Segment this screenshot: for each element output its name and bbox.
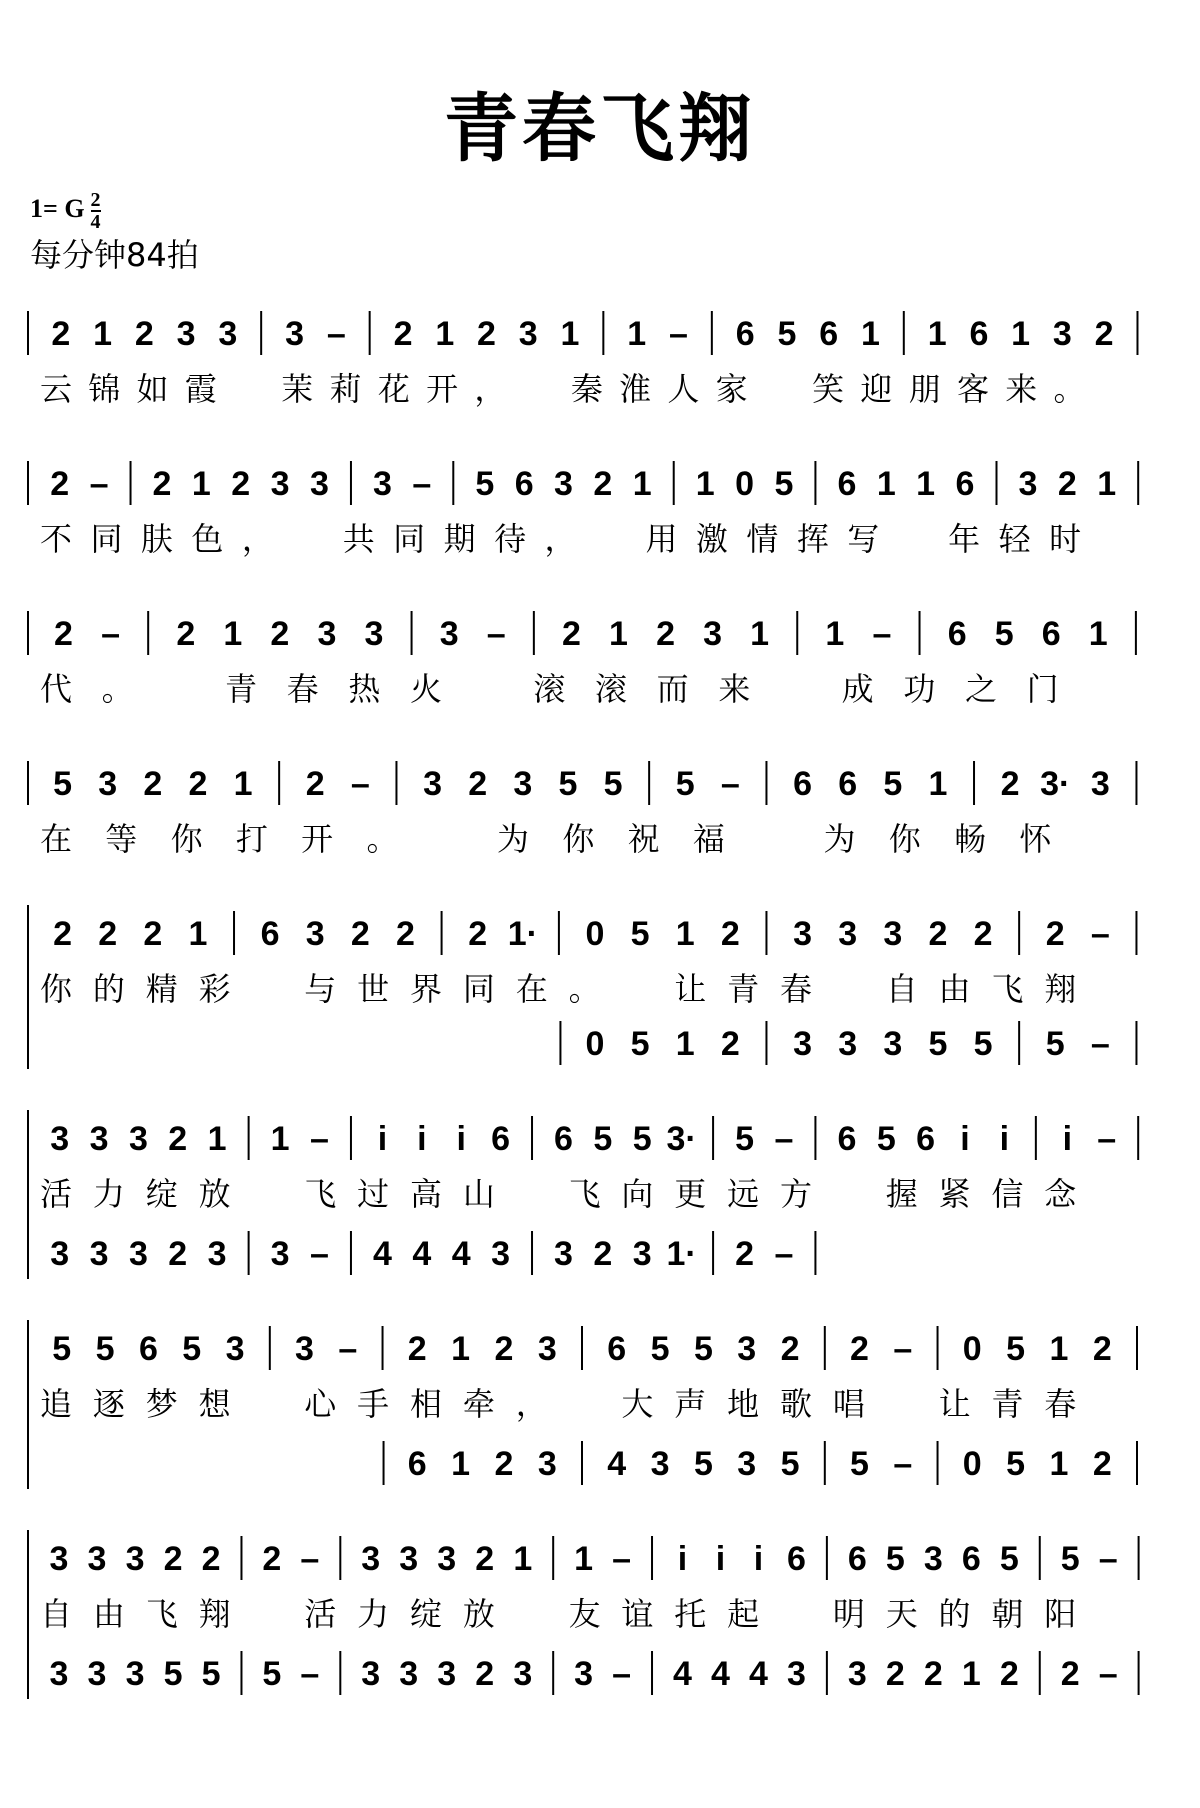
system-4-melody-note: 3 [1090,765,1110,803]
system-5-harmony-note: 3 [838,1025,858,1063]
system-6-melody-note: i [1062,1120,1073,1158]
system-8-harmony-note: 1 [961,1655,981,1693]
system-1-lyric: 云锦如霞 [40,370,234,408]
system-6-harmony-note: 2 [735,1235,755,1273]
system-5-melody-note: 2 [396,915,415,953]
system-8-harmony-note: 2 [885,1655,905,1693]
system-8-melody-note: 6 [961,1540,981,1578]
system-8-melody-note: 2 [201,1540,221,1578]
system-8-harmony-note: – [612,1655,632,1693]
system-2-melody-note: 1 [876,465,896,503]
system-7-melody-note: 3 [737,1330,757,1368]
system-5-melody-note: 2 [973,915,993,953]
system-5-lyric: 让青春 [674,970,833,1008]
system-7-melody-note: 3 [225,1330,245,1368]
system-3-lyric: 滚滚而来 [533,670,781,708]
system-7-melody-note: 0 [962,1330,982,1368]
system-8-melody-note: – [300,1540,320,1578]
system-6-melody-note: i [960,1120,970,1158]
system-6-harmony-note: 3 [50,1235,70,1273]
system-2-melody-note: 5 [475,465,495,503]
system-8-melody-note: 5 [999,1540,1019,1578]
system-2-melody-note: 3 [554,465,573,503]
system-5-melody-note: 6 [260,915,280,953]
system-8-melody-note: 1 [513,1540,533,1578]
system-4-melody-note: 5 [558,765,578,803]
system-7-harmony-note: 5 [693,1445,713,1483]
system-8-lyric: 友谊托起 [568,1595,781,1633]
system-6-harmony-note: 2 [168,1235,188,1273]
system-7-melody-note: 2 [1092,1330,1112,1368]
system-4-melody-note: 2 [468,765,488,803]
system-8-melody-note: i [715,1540,726,1578]
system-2-melody-note: 3 [1018,465,1038,503]
system-5-melody-note: 0 [585,915,605,953]
system-6-lyric: 握紧信念 [885,1175,1098,1213]
system-8-melody-note: 3 [361,1540,381,1578]
system-6-lyric: 飞向更远方 [568,1175,833,1213]
system-6-melody-note: – [774,1120,794,1158]
system-3-lyric: 成功之门 [841,670,1089,708]
system-6-melody-note: 2 [168,1120,188,1158]
system-6-melody-note: 3 [128,1120,148,1158]
system-8-harmony-note: 3 [437,1655,457,1693]
system-2-melody-note: 2 [1057,465,1077,503]
system-6-harmony-note: 2 [593,1235,613,1273]
system-2-melody-note: 1 [695,465,715,503]
system-1-melody-note: 2 [51,315,71,353]
system-8-harmony-note: 5 [201,1655,221,1693]
system-8-harmony-note: 5 [262,1655,282,1693]
system-5-lyric: 自由飞翔 [885,970,1098,1008]
system-2-melody-note: 1 [191,465,211,503]
system-8-harmony-note: 3 [574,1655,594,1693]
system-3-melody-note: 5 [994,615,1014,653]
system-6-melody-note: 3 [89,1120,109,1158]
system-3-melody-note: – [486,615,506,653]
system-5-lyric: 你的精彩 [40,970,252,1008]
system-7-melody-note: 2 [407,1330,427,1368]
system-3-melody-note: 1 [750,615,770,653]
system-3-melody-note: 2 [176,615,196,653]
system-1-melody-note: 2 [134,315,154,353]
system-7-melody-note: 1 [451,1330,471,1368]
system-4-melody-note: 3 [513,765,533,803]
system-6-harmony-note: – [774,1235,794,1273]
system-8-harmony-note: 3 [399,1655,419,1693]
system-4-melody-note: 5 [53,765,73,803]
system-8-harmony-note: 3 [361,1655,381,1693]
system-6-melody-note: 5 [593,1120,613,1158]
system-2-lyric: 年轻时 [948,520,1100,558]
system-1-melody-note: 1 [435,315,455,353]
system-2-melody-note: 2 [152,465,172,503]
system-8-melody-note: 2 [262,1540,282,1578]
system-7-lyric: 追逐梦想 [40,1385,252,1423]
system-3-melody-note: – [101,615,121,653]
system-4-melody-note: 6 [838,765,858,803]
system-8-lyric: 明天的朝阳 [832,1595,1098,1633]
system-6-melody-note: i [377,1120,388,1158]
system-8-melody-note: 3 [87,1540,107,1578]
system-5-melody-note: 2 [98,915,118,953]
system-7-melody-note: 2 [780,1330,800,1368]
system-7-lyric: 心手相牵， [304,1385,569,1423]
system-8-melody-note: 2 [163,1540,183,1578]
system-7-melody-note: 6 [138,1330,158,1368]
system-2-melody-note: 5 [774,465,794,503]
system-2-melody-note: 1 [1097,465,1117,503]
system-4-lyric: 为你畅怀 [823,820,1085,858]
system-7-harmony-note: 3 [537,1445,557,1483]
system-2-lyric: 不同肤色， [40,520,293,558]
system-2-melody-note: 3 [270,465,290,503]
system-7-melody-note: – [893,1330,913,1368]
system-5-melody-note: 5 [630,915,650,953]
system-6-melody-note: 6 [554,1120,573,1158]
system-1-melody-note: 5 [777,315,797,353]
system-6-melody-note: i [456,1120,466,1158]
system-6-melody-note: 3 [50,1120,70,1158]
system-3-melody-note: 3 [703,615,723,653]
system-7-melody-note: 3 [295,1330,314,1368]
system-3-melody-note: 2 [54,615,73,653]
system-1-lyric: 秦淮人家 [570,370,764,408]
system-3-melody-note: 6 [947,615,967,653]
system-7-melody-note: 5 [650,1330,670,1368]
system-4-lyric: 在等你打开。 [40,820,432,858]
system-7-melody-note: 1 [1049,1330,1069,1368]
time-signature-top: 2 [90,189,101,211]
system-1-melody-note: 2 [393,315,413,353]
system-3-melody-note: 3 [364,615,384,653]
system-3-lyric: 代。 [40,670,164,708]
system-4-melody-note: 2 [143,765,163,803]
system-7-harmony-note: 2 [494,1445,514,1483]
system-5-melody-note: 2 [928,915,948,953]
system-5-harmony-note: 5 [973,1025,993,1063]
system-5-melody-note: 1 [675,915,695,953]
system-6-harmony-note: 3 [554,1235,573,1273]
system-5-harmony-note: 5 [1045,1025,1065,1063]
system-1-melody-note: 3 [176,315,196,353]
system-5-harmony-note: 0 [585,1025,605,1063]
system-6-melody-note: 3· [666,1120,697,1158]
system-7-lyric: 大声地歌唱 [621,1385,886,1423]
system-5-melody-note: 2 [53,915,73,953]
system-7-melody-note: 5 [1006,1330,1026,1368]
system-2-melody-note: 2 [231,465,251,503]
system-5-harmony-note: – [1090,1025,1110,1063]
system-6-harmony-note: 3 [632,1235,652,1273]
time-signature-bottom: 4 [90,211,101,233]
system-6-melody-note: 5 [735,1120,755,1158]
system-8-melody-note: 3 [125,1540,145,1578]
system-6-harmony-note: 4 [412,1235,432,1273]
system-5-melody-note: 3 [305,915,325,953]
system-7-melody-note: – [338,1330,358,1368]
system-8-harmony-note: – [300,1655,320,1693]
system-8-melody-note: 3 [437,1540,457,1578]
system-6-harmony-note: 3 [128,1235,148,1273]
system-7-melody-note: 5 [693,1330,713,1368]
system-5-harmony-note: 5 [630,1025,650,1063]
system-1-melody-note: – [668,315,688,353]
system-7-harmony-note: 4 [607,1445,627,1483]
system-6-melody-note: 5 [632,1120,652,1158]
system-2-lyric: 用激情挥写 [645,520,898,558]
system-4-melody-note: 3· [1040,765,1071,803]
system-8-harmony-note: 2 [1060,1655,1080,1693]
system-2-melody-note: 6 [514,465,534,503]
system-6-harmony-note: 1· [666,1235,697,1273]
system-3-melody-note: – [872,615,892,653]
system-5-melody-note: 2 [143,915,163,953]
system-2-melody-note: – [89,465,109,503]
system-8-lyric: 活力绽放 [304,1595,516,1633]
system-2-melody-note: 1 [632,465,652,503]
system-2-melody-note: 1 [916,465,936,503]
system-6-harmony-note: 3 [89,1235,109,1273]
system-6-harmony-note: – [310,1235,329,1273]
system-6-lyric: 飞过高山 [304,1175,516,1213]
system-6-melody-note: 1 [270,1120,290,1158]
system-4-melody-note: 5 [883,765,903,803]
system-5-melody-note: 2 [1045,915,1065,953]
system-4-melody-note: 2 [188,765,208,803]
system-5-melody-note: 1 [188,915,208,953]
system-5-harmony-note: 2 [720,1025,740,1063]
system-3-melody-note: 3 [317,615,337,653]
system-1-melody-note: 6 [735,315,755,353]
system-7-harmony-note: 5 [850,1445,869,1483]
system-7-melody-note: 5 [182,1330,202,1368]
system-1-melody-note: – [326,315,346,353]
system-8-lyric: 自由飞翔 [40,1595,252,1633]
system-1-melody-note: 3 [518,315,538,353]
system-4-melody-note: 1 [928,765,948,803]
system-1-lyric: 笑迎朋客来。 [812,370,1102,408]
system-6-melody-note: 6 [837,1120,857,1158]
system-7-harmony-note: 2 [1092,1445,1112,1483]
system-7-harmony-note: 5 [1006,1445,1026,1483]
system-6-melody-note: – [310,1120,329,1158]
system-1-melody-note: 3 [218,315,238,353]
system-8-melody-note: 3 [399,1540,419,1578]
system-1-lyric: 茉莉花开， [281,370,523,408]
system-8-melody-note: – [612,1540,632,1578]
system-3-melody-note: 2 [656,615,676,653]
system-5-melody-note: 3 [793,915,813,953]
system-3-melody-note: 1 [825,615,845,653]
system-8-harmony-note: 5 [163,1655,183,1693]
system-8-melody-note: 6 [847,1540,867,1578]
system-7-melody-note: 2 [850,1330,869,1368]
system-8-melody-note: 5 [885,1540,905,1578]
system-8-harmony-note: 4 [748,1655,768,1693]
system-3-melody-note: 1 [609,615,628,653]
system-6-harmony-note: 3 [270,1235,290,1273]
system-7-harmony-note: – [893,1445,913,1483]
system-5-melody-note: 2 [720,915,740,953]
system-7-lyric: 让青春 [938,1385,1098,1423]
system-8-melody-note: 3 [923,1540,943,1578]
system-5-melody-note: – [1090,915,1110,953]
system-3-melody-note: 2 [562,615,581,653]
system-7-harmony-note: 3 [737,1445,757,1483]
system-5-melody-note: 3 [883,915,903,953]
system-2-melody-note: – [412,465,432,503]
system-1-melody-note: 2 [1094,315,1114,353]
system-8-harmony-note: 4 [672,1655,692,1693]
system-7-harmony-note: 6 [407,1445,427,1483]
system-6-melody-note: 5 [876,1120,896,1158]
system-6-harmony-note: 4 [372,1235,392,1273]
system-4-melody-note: 5 [603,765,623,803]
system-8-melody-note: i [677,1540,688,1578]
system-5-lyric: 与世界同在。 [304,970,622,1008]
tempo-marking: 每分钟84拍 [30,236,199,274]
system-8-harmony-note: 3 [49,1655,69,1693]
system-6-lyric: 活力绽放 [40,1175,252,1213]
system-1-melody-note: 1 [1011,315,1031,353]
system-5-melody-note: 3 [838,915,858,953]
system-1-melody-note: 1 [627,315,647,353]
system-7-melody-note: 5 [95,1330,115,1368]
song-title: 青春飞翔 [444,86,756,172]
system-4-melody-note: – [350,765,370,803]
system-7-melody-note: 3 [537,1330,557,1368]
system-4-melody-note: 1 [233,765,253,803]
system-4-lyric: 为你祝福 [497,820,759,858]
system-2-melody-note: 2 [50,465,70,503]
system-8-harmony-note: 3 [513,1655,533,1693]
system-3-melody-note: 6 [1041,615,1061,653]
system-4-melody-note: 3 [98,765,118,803]
system-8-melody-note: – [1098,1540,1118,1578]
system-6-melody-note: – [1097,1120,1117,1158]
system-4-melody-note: 2 [1000,765,1020,803]
system-8-melody-note: 3 [49,1540,69,1578]
system-3-lyric: 青春热火 [225,670,472,708]
system-4-melody-note: 3 [423,765,443,803]
system-8-harmony-note: 3 [847,1655,867,1693]
system-3-melody-note: 1 [223,615,243,653]
system-4-melody-note: 6 [793,765,813,803]
system-2-melody-note: 6 [955,465,975,503]
system-8-harmony-note: – [1098,1655,1118,1693]
system-8-melody-note: 5 [1060,1540,1080,1578]
system-3-melody-note: 1 [1088,615,1108,653]
system-3-melody-note: 2 [270,615,290,653]
system-1-melody-note: 1 [93,315,113,353]
system-8-harmony-note: 2 [999,1655,1019,1693]
system-7-melody-note: 2 [494,1330,514,1368]
system-8-melody-note: 6 [787,1540,806,1578]
system-7-harmony-note: 3 [650,1445,670,1483]
system-7-melody-note: 6 [607,1330,627,1368]
system-8-harmony-note: 2 [475,1655,495,1693]
system-1-melody-note: 2 [477,315,496,353]
system-6-melody-note: i [999,1120,1010,1158]
key-signature: 1= G [30,193,85,223]
system-8-harmony-note: 3 [125,1655,145,1693]
system-7-harmony-note: 0 [962,1445,982,1483]
system-1-melody-note: 1 [560,315,580,353]
system-6-harmony-note: 4 [451,1235,471,1273]
system-8-harmony-note: 2 [923,1655,943,1693]
system-2-melody-note: 3 [310,465,329,503]
system-5-harmony-note: 3 [883,1025,903,1063]
system-8-melody-note: 1 [574,1540,594,1578]
system-6-melody-note: i [417,1120,427,1158]
system-7-harmony-note: 1 [451,1445,471,1483]
system-4-melody-note: 5 [675,765,695,803]
system-1-melody-note: 6 [819,315,839,353]
system-5-harmony-note: 3 [793,1025,813,1063]
system-5-melody-note: 2 [468,915,488,953]
system-5-melody-note: 1· [507,915,538,953]
system-7-melody-note: 5 [52,1330,72,1368]
system-4-melody-note: 2 [305,765,325,803]
system-1-melody-note: 3 [285,315,305,353]
system-3-melody-note: 3 [439,615,459,653]
system-2-melody-note: 3 [372,465,392,503]
system-6-melody-note: 1 [207,1120,227,1158]
system-5-melody-note: 2 [350,915,370,953]
system-1-melody-note: 3 [1052,315,1072,353]
system-2-melody-note: 0 [735,465,755,503]
system-8-harmony-note: 3 [87,1655,107,1693]
system-4-melody-note: – [720,765,740,803]
system-6-melody-note: 6 [491,1120,510,1158]
system-1-melody-note: 6 [969,315,989,353]
system-2-melody-note: 6 [837,465,857,503]
system-8-melody-note: 2 [475,1540,495,1578]
system-2-melody-note: 2 [593,465,613,503]
system-5-harmony-note: 1 [675,1025,695,1063]
system-8-harmony-note: 3 [787,1655,806,1693]
system-1-melody-note: 1 [860,315,880,353]
system-8-harmony-note: 4 [710,1655,730,1693]
system-1-melody-note: 1 [927,315,947,353]
system-6-harmony-note: 3 [207,1235,227,1273]
system-7-harmony-note: 5 [780,1445,800,1483]
system-2-lyric: 共同期待， [342,520,596,558]
system-6-melody-note: 6 [916,1120,936,1158]
system-7-harmony-note: 1 [1049,1445,1069,1483]
system-8-melody-note: i [753,1540,764,1578]
system-5-harmony-note: 5 [928,1025,948,1063]
system-6-harmony-note: 3 [491,1235,510,1273]
